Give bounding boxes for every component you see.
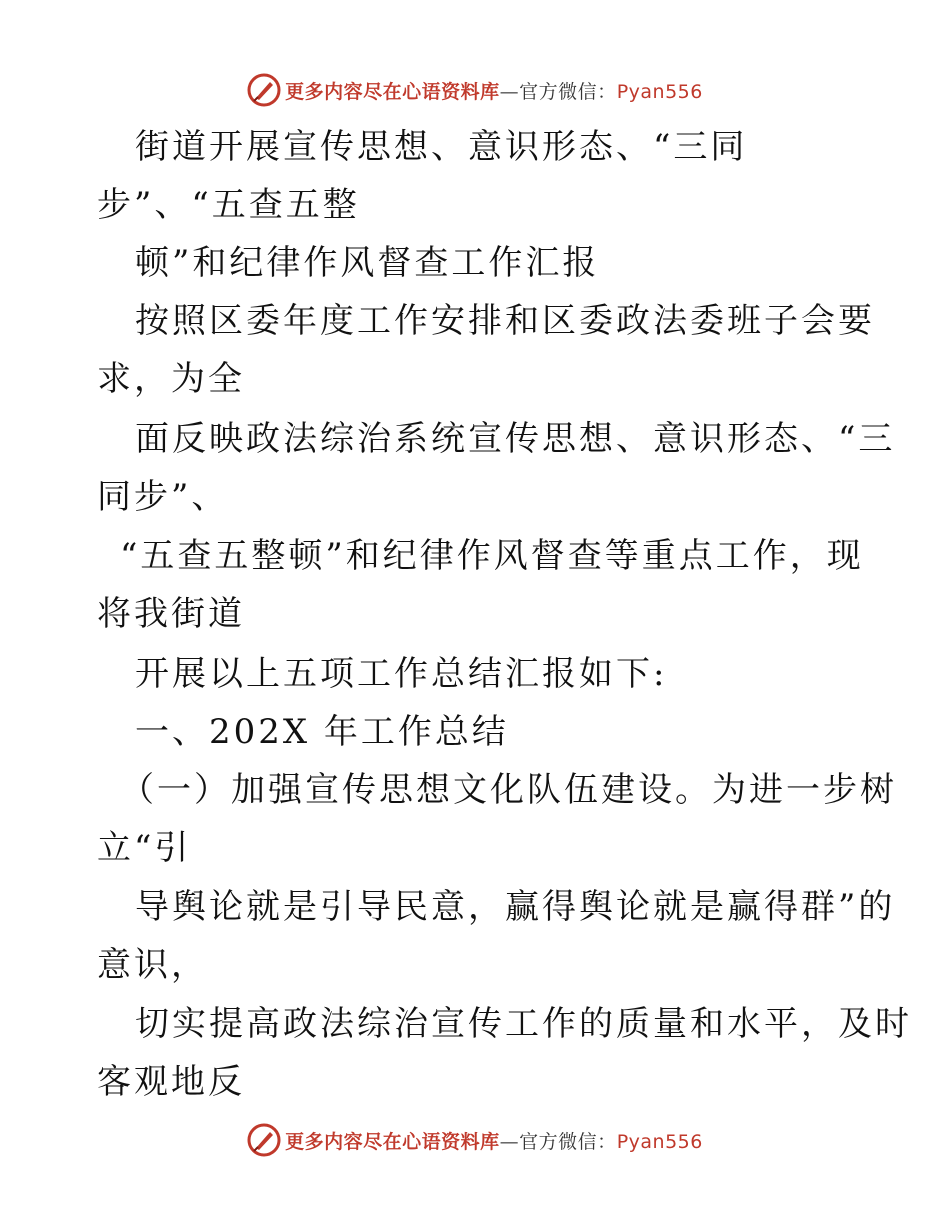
document-title-line-1: 街道开展宣传思想、意识形态、“三同 — [135, 127, 748, 167]
document-title-line-2: 步”、“五查五整 — [97, 185, 360, 225]
subsection-heading: （一）加强宣传思想文化队伍建设。为进一步树 — [120, 770, 897, 810]
paragraph-line: 开展以上五项工作总结汇报如下: — [135, 654, 668, 694]
paragraph-line: 切实提高政法综治宣传工作的质量和水平，及时 — [135, 1004, 912, 1044]
paragraph-line: 客观地反 — [97, 1062, 245, 1102]
paragraph-line: 面反映政法综治系统宣传思想、意识形态、“三 — [135, 419, 896, 459]
paragraph-line: 同步”、 — [97, 477, 229, 517]
quill-logo-icon — [247, 1123, 281, 1157]
footer-watermark — [0, 1120, 950, 1160]
paragraph-line: 将我街道 — [97, 594, 245, 634]
watermark-official-label: 官方微信： — [519, 80, 617, 103]
watermark-separator: — — [499, 1130, 520, 1153]
paragraph-line: 导舆论就是引导民意，赢得舆论就是赢得群”的 — [135, 887, 896, 927]
watermark-separator: — — [499, 80, 520, 103]
quill-logo-icon — [247, 73, 281, 107]
watermark-official-label: 官方微信： — [519, 1130, 617, 1153]
watermark-wechat-id: Pyan556 — [616, 1130, 703, 1153]
watermark-brand: 更多内容尽在心语资料库 — [285, 1130, 500, 1153]
paragraph-line: 求，为全 — [97, 359, 245, 399]
section-heading: 一、202X 年工作总结 — [135, 712, 509, 752]
paragraph-line: 按照区委年度工作安排和区委政法委班子会要 — [135, 301, 875, 341]
watermark-brand: 更多内容尽在心语资料库 — [285, 80, 500, 103]
document-title-line-3: 顿”和纪律作风督查工作汇报 — [135, 243, 600, 283]
paragraph-line: 意识， — [97, 945, 208, 985]
watermark-wechat-id: Pyan556 — [616, 80, 703, 103]
paragraph-line: “五查五整顿”和纪律作风督查等重点工作，现 — [120, 536, 864, 576]
paragraph-line: 立“引 — [97, 828, 192, 868]
header-watermark — [0, 70, 950, 110]
